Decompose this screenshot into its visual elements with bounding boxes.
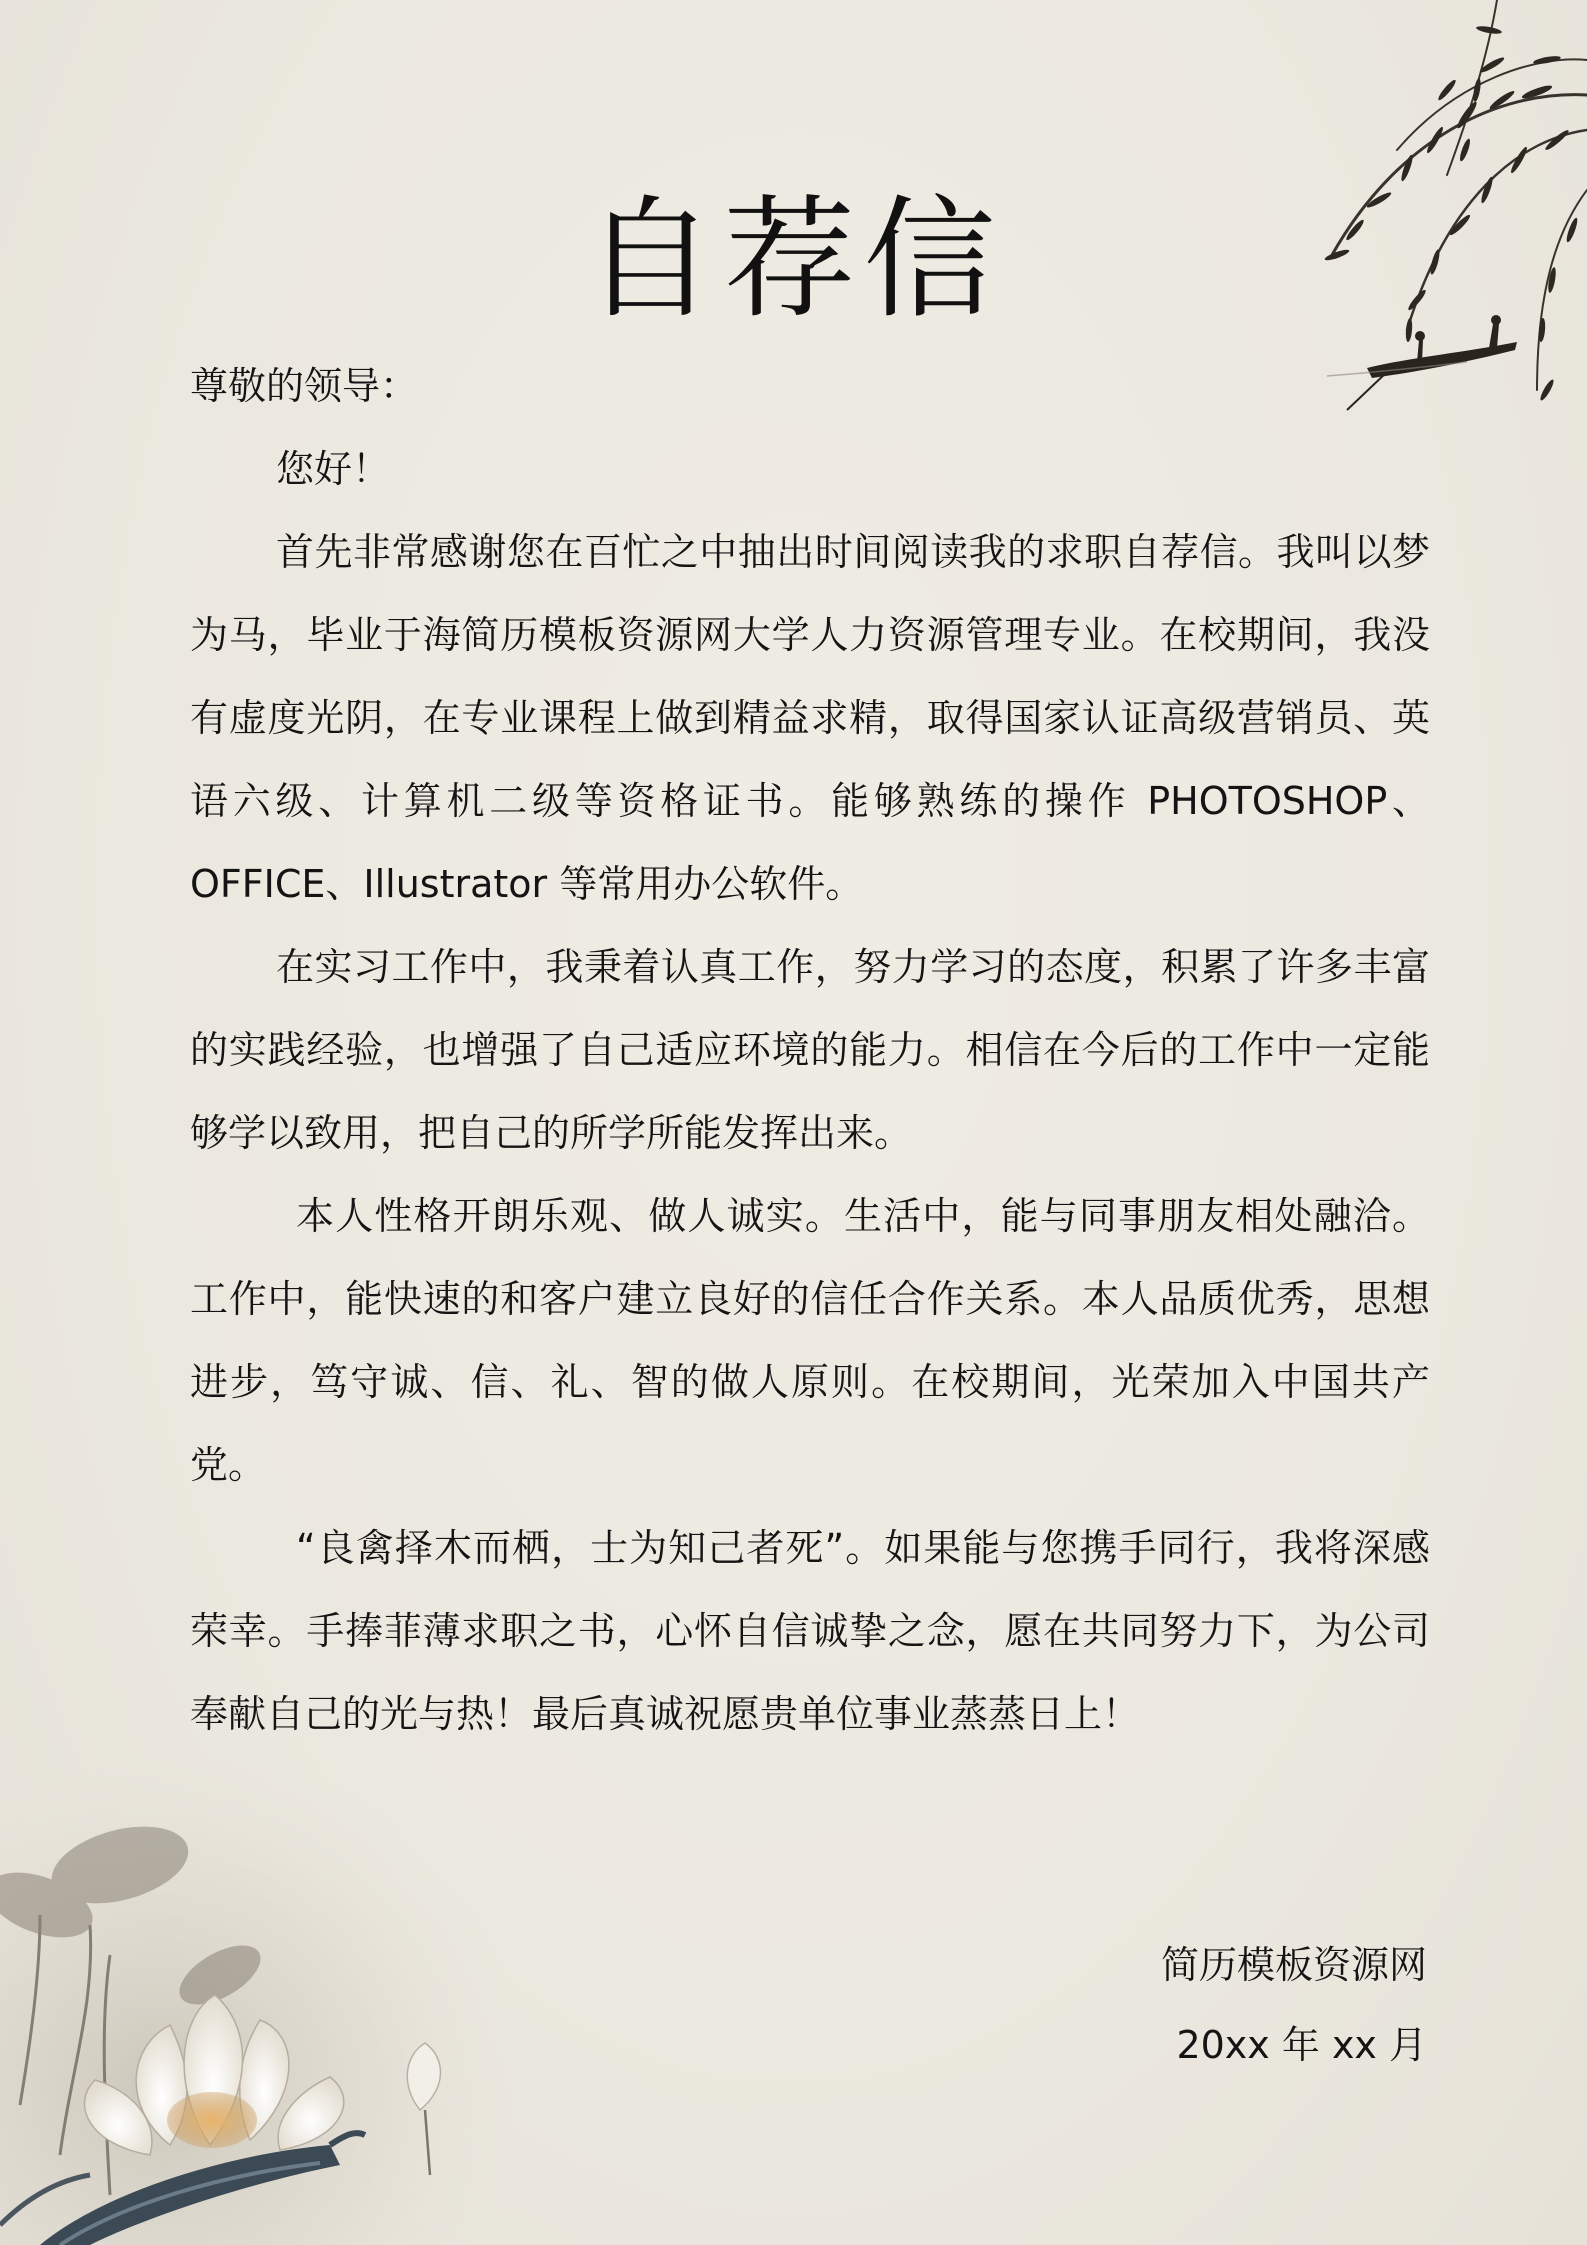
signature-date: 20xx 年 xx 月 bbox=[1176, 2023, 1427, 2067]
paragraph-4: “良禽择木而栖，士为知己者死”。如果能与您携手同行，我将深感荣幸。手捧菲薄求职之书，心怀自信诚挚之念，愿在共同努力下，为公司奉献自己的光与热！最后真诚祝愿贵单位事业蒸蒸日上！ bbox=[190, 1526, 1430, 1736]
letter-title: 自荐信 bbox=[583, 183, 1004, 337]
letter-body bbox=[190, 345, 1430, 1756]
lotus-boat-illustration bbox=[0, 1725, 540, 2245]
greeting: 尊敬的领导： bbox=[190, 364, 419, 408]
paragraph-1: 首先非常感谢您在百忙之中抽出时间阅读我的求职自荐信。我叫以梦为马，毕业于海简历模板资源网大学人力资源管理专业。在校期间，我没有虚度光阴，在专业课程上做到精益求精，取得国家认证高级营销员、英语六级、计算机二级等资格证书。能够熟练的操作 PHOTOSHOP、OFFICE、Illustrator 等常用办公软件。 bbox=[190, 530, 1430, 906]
paragraph-2: 在实习工作中，我秉着认真工作，努力学习的态度，积累了许多丰富的实践经验，也增强了自己适应环境的能力。相信在今后的工作中一定能够学以致用，把自己的所学所能发挥出来。 bbox=[190, 945, 1430, 1155]
salutation: 您好！ bbox=[276, 447, 391, 491]
paragraph-3: 本人性格开朗乐观、做人诚实。生活中，能与同事朋友相处融洽。工作中，能快速的和客户建立良好的信任合作关系。本人品质优秀，思想进步，笃守诚、信、礼、智的做人原则。在校期间，光荣加入中国共产党。 bbox=[190, 1194, 1430, 1487]
signature-block bbox=[1161, 1925, 1427, 2085]
signature-name: 简历模板资源网 bbox=[1160, 1943, 1427, 1987]
